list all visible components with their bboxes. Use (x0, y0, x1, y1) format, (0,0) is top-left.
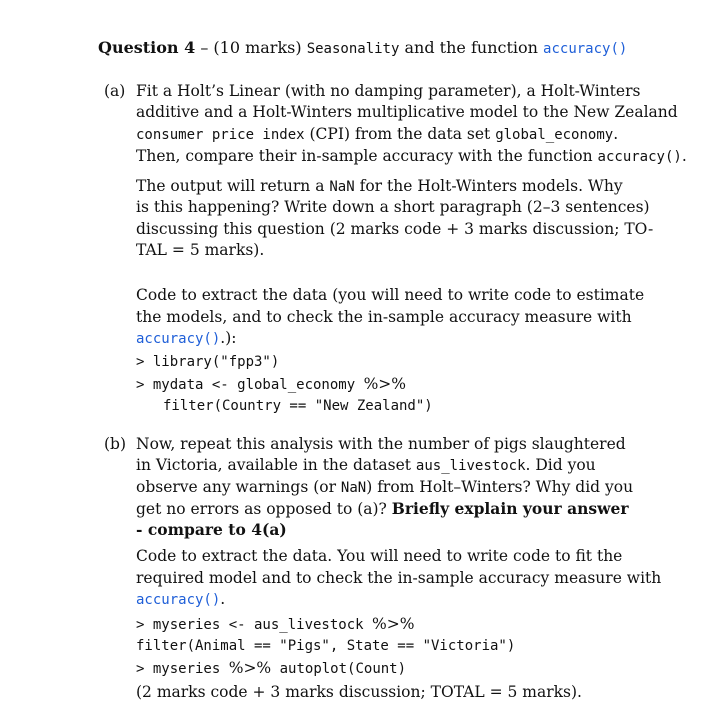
part-a-para3-line-1: Code to extract the data (you will need to write code to estimate (136, 286, 645, 304)
accuracy-term: accuracy() (597, 149, 682, 165)
pipe-operator-c: %>% (228, 659, 272, 677)
part-b-line-4 (136, 499, 628, 519)
part-b-para2-line-2: required model and to check the in-sample accuracy measure with (136, 569, 662, 587)
code-mydata-line (136, 374, 406, 395)
explain-instruction: Briefly explain your answer (391, 499, 629, 518)
part-a-label: (a) (104, 82, 126, 100)
part-a-line-4 (136, 146, 687, 167)
heading-connector: and the function (399, 38, 544, 57)
part-a-line-1: Fit a Holt’s Linear (with no damping parameter), a Holt-Winters (136, 82, 641, 100)
code-myseries-line (136, 614, 414, 635)
part-b-line-4-a: get no errors as opposed to (a)? (136, 500, 392, 518)
part-a-para2-line-1 (136, 176, 623, 197)
part-b-para2-line-1: Code to extract the data. You will need to write code to fit the (136, 547, 623, 565)
pipe-operator-b: %>% (372, 615, 415, 633)
accuracy-link: accuracy() (136, 331, 221, 347)
heading-dash: – (195, 38, 214, 57)
code-library-line: > library("fpp3") (136, 354, 280, 370)
compare-instruction: - compare to 4(a) (136, 520, 287, 539)
question-marks: (10 marks) (213, 38, 302, 57)
seasonality-term: Seasonality (306, 41, 400, 57)
part-a-para2-line-4: TAL = 5 marks). (136, 241, 265, 259)
question-number: Question 4 (98, 38, 196, 57)
code-autoplot-line (136, 658, 406, 679)
aus-livestock-term: aus_livestock (415, 458, 526, 474)
para2-line-1-b: for the Holt-Winters models. Why (354, 177, 623, 195)
part-a-para2-line-3: discussing this question (2 marks code + 3 marks discussion; TO- (136, 220, 654, 238)
part-b-label: (b) (104, 435, 127, 453)
part-b-line-2-a: in Victoria, available in the dataset (136, 456, 416, 474)
part-b-line-3-b: ) from Holt–Winters? Why did you (366, 478, 634, 496)
part-a-para2-line-2: is this happening? Write down a short paragraph (2–3 sentences) (136, 198, 650, 216)
part-a-line-4-end: . (681, 147, 687, 165)
code-myseries-ref: > myseries (136, 661, 229, 677)
part-b-line-2-b: . Did you (525, 456, 596, 474)
part-a-line-3-end: . (613, 125, 619, 143)
part-b-line-3 (136, 477, 633, 498)
nan-term: NaN (329, 179, 355, 195)
part-a-line-3 (136, 124, 618, 145)
part-b-line-3-a: observe any warnings (or (136, 478, 341, 496)
question-heading (98, 38, 627, 59)
code-autoplot-call: autoplot(Count) (271, 661, 407, 677)
para3-line-3-end: .): (220, 329, 237, 347)
part-a-line-4-text: Then, compare their in-sample accuracy with the function (136, 147, 598, 165)
cpi-term: consumer price index (136, 127, 305, 143)
para2-line-1-a: The output will return a (136, 177, 330, 195)
code-myseries-assign: > myseries <- aus_livestock (136, 617, 373, 633)
part-a-line-2: additive and a Holt-Winters multiplicative model to the New Zealand (136, 103, 678, 121)
part-b-para2-line-3-end: . (220, 590, 226, 608)
code-filter-line: filter(Country == "New Zealand") (163, 398, 433, 414)
global-economy-term: global_economy (495, 127, 614, 143)
part-a-para3-line-3 (136, 328, 237, 349)
accuracy-function-link: accuracy() (543, 41, 628, 57)
part-b-line-1: Now, repeat this analysis with the number of pigs slaughtered (136, 435, 626, 453)
accuracy-link-b: accuracy() (136, 592, 221, 608)
nan-term-b: NaN (340, 480, 367, 496)
code-filter-animal-line: filter(Animal == "Pigs", State == "Victoria") (136, 638, 516, 654)
pipe-operator: %>% (363, 375, 407, 393)
part-b-para2-line-3 (136, 589, 225, 610)
part-b-footer: (2 marks code + 3 marks discussion; TOTAL = 5 marks). (136, 683, 582, 701)
code-mydata-assign: > mydata <- global_economy (136, 377, 364, 393)
part-a-line-3-text: (CPI) from the data set (304, 125, 496, 143)
part-b-line-2 (136, 455, 596, 476)
part-a-para3-line-2: the models, and to check the in-sample accuracy measure with (136, 308, 632, 326)
